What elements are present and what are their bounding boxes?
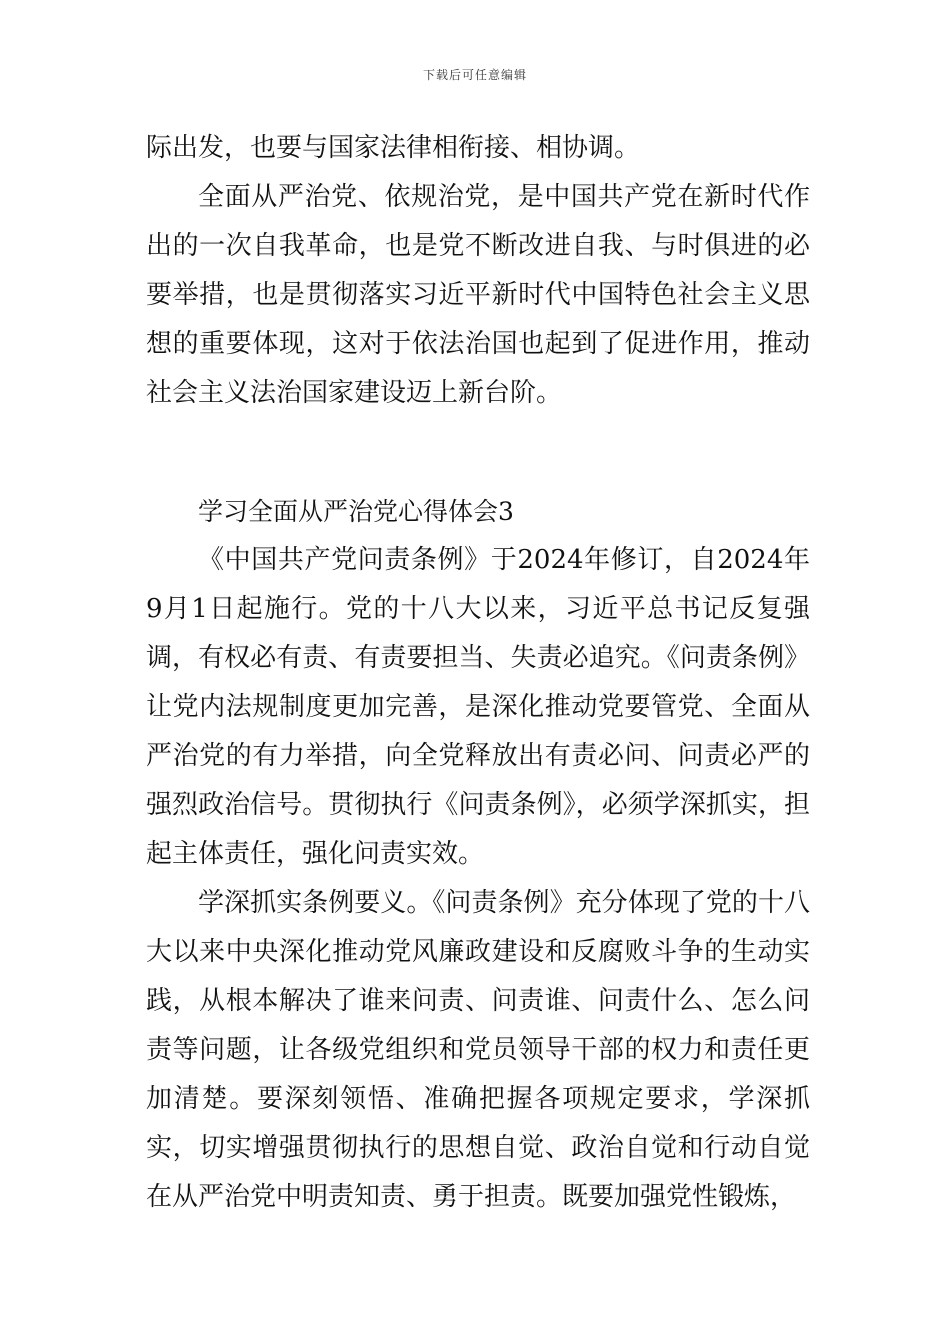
- paragraph-study-essentials: 学深抓实条例要义。《问责条例》充分体现了党的十八大以来中央深化推动党风廉政建设和反腐败斗争的生动实践，从根本解决了谁来问责、问责谁、问责什么、怎么问责等问题，让各级党组织和党员领导干部的权力和责任更加清楚。要深刻领悟、准确把握各项规定要求，学深抓实，切实增强贯彻执行的思想自觉、政治自觉和行动自觉在从严治党中明责知责、勇于担责。既要加强党性锻炼，: [146, 888, 810, 1212]
- header-note: 下载后可任意编辑: [422, 68, 527, 82]
- document-body: [146, 124, 810, 1222]
- paragraph-continuation: 际出发，也要与国家法律相衔接、相协调。: [146, 133, 641, 163]
- section-heading: 学习全面从严治党心得体会3: [198, 497, 514, 526]
- paragraph-party-governance: 全面从严治党、依规治党，是中国共产党在新时代作出的一次自我革命，也是党不断改进自我、与时俱进的必要举措，也是贯彻落实习近平新时代中国特色社会主义思想的重要体现，这对于依法治国也起到了促进作用，推动社会主义法治国家建设迈上新台阶。: [146, 182, 810, 408]
- paragraph-accountability-regulations: 《中国共产党问责条例》于2024年修订，自2024年9月1日起施行。党的十八大以来，习近平总书记反复强调，有权必有责、有责要担当、失责必追究。《问责条例》让党内法规制度更加完善，是深化推动党要管党、全面从严治党的有力举措，向全党释放出有责必问、问责必严的强烈政治信号。贯彻执行《问责条例》，必须学深抓实，担起主体责任，强化问责实效。: [146, 545, 810, 869]
- section-gap: [146, 418, 810, 487]
